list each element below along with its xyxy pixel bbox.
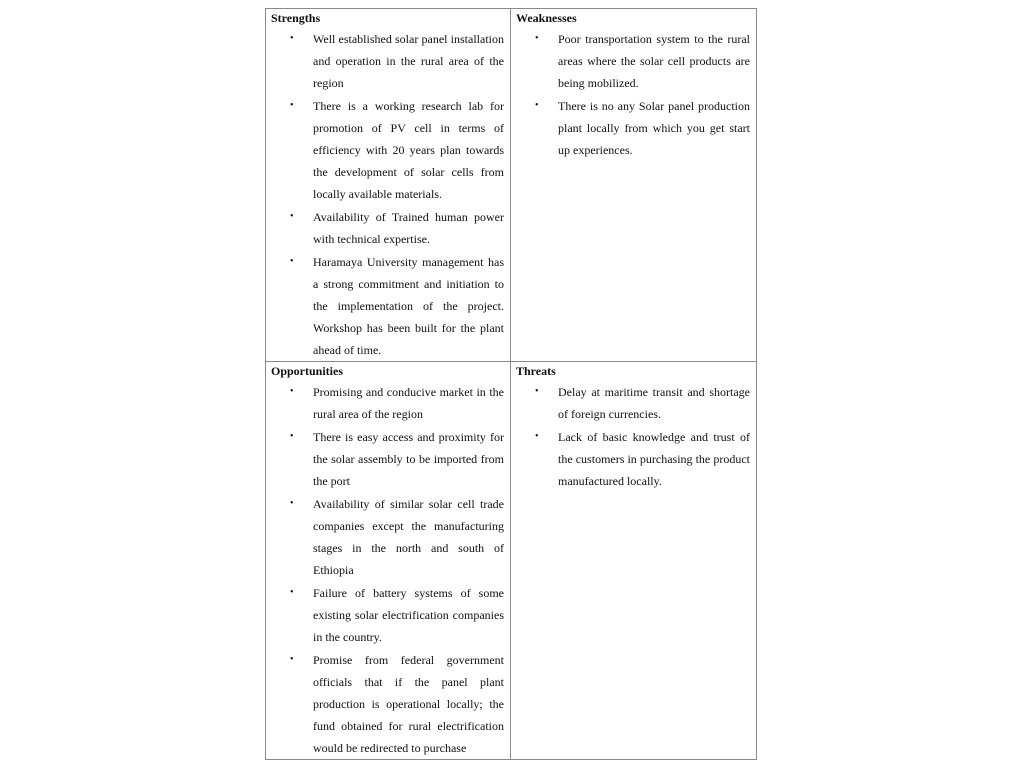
list-item: [266, 381, 510, 425]
list-item-text: Promising and conducive market in the rural area of the region: [313, 385, 504, 421]
weaknesses-cell: [511, 9, 756, 362]
list-item: [266, 649, 510, 759]
list-item: [266, 28, 510, 94]
list-item: [266, 426, 510, 492]
bullet-icon: •: [290, 256, 294, 267]
list-item-text: Well established solar panel installation and operation in the rural area of the region: [313, 32, 504, 90]
list-item: [511, 426, 756, 492]
bullet-icon: •: [535, 431, 539, 442]
bullet-icon: •: [535, 100, 539, 111]
bullet-icon: •: [535, 33, 539, 44]
weaknesses-list: [511, 28, 756, 161]
list-item: [266, 206, 510, 250]
bullet-icon: •: [290, 654, 294, 665]
list-item-text: Delay at maritime transit and shortage of foreign currencies.: [558, 385, 750, 421]
list-item-text: Poor transportation system to the rural areas where the solar cell products are being mobilized.: [558, 32, 750, 90]
bullet-icon: •: [290, 587, 294, 598]
bullet-icon: •: [290, 386, 294, 397]
list-item-text: There is a working research lab for promotion of PV cell in terms of efficiency with 20 years plan towards the development of solar cells from locally available materials.: [313, 99, 504, 201]
bullet-icon: •: [290, 100, 294, 111]
list-item: [266, 493, 510, 581]
swot-table: [265, 8, 757, 760]
list-item-text: Availability of similar solar cell trade companies except the manufacturing stages in the north and south of Ethiopia: [313, 497, 504, 577]
list-item: [266, 95, 510, 205]
strengths-title: Strengths: [271, 11, 321, 25]
threats-list: [511, 381, 756, 492]
opportunities-list: [266, 381, 510, 759]
list-item-text: Failure of battery systems of some existing solar electrification companies in the country.: [313, 586, 504, 644]
bullet-icon: •: [535, 386, 539, 397]
list-item-text: Haramaya University management has a strong commitment and initiation to the implementation of the project. Workshop has been built for the plant ahead of time.: [313, 255, 504, 357]
list-item-text: There is no any Solar panel production plant locally from which you get start up experiences.: [558, 99, 750, 157]
threats-title: Threats: [516, 364, 556, 378]
weaknesses-title: Weaknesses: [516, 11, 577, 25]
list-item: [511, 95, 756, 161]
bullet-icon: •: [290, 498, 294, 509]
list-item: [511, 28, 756, 94]
strengths-list: [266, 28, 510, 361]
bullet-icon: •: [290, 431, 294, 442]
strengths-cell: [266, 9, 511, 362]
list-item-text: There is easy access and proximity for the solar assembly to be imported from the port: [313, 430, 504, 488]
bullet-icon: •: [290, 211, 294, 222]
list-item-text: Promise from federal government officials that if the panel plant production is operational locally; the fund obtained for rural electrification would be redirected to purchase: [313, 653, 504, 755]
list-item-text: Availability of Trained human power with technical expertise.: [313, 210, 504, 246]
list-item: [266, 251, 510, 361]
list-item-text: Lack of basic knowledge and trust of the customers in purchasing the product manufactured locally.: [558, 430, 750, 488]
list-item: [266, 582, 510, 648]
list-item: [511, 381, 756, 425]
opportunities-title: Opportunities: [271, 364, 344, 378]
bullet-icon: •: [290, 33, 294, 44]
threats-cell: [511, 362, 756, 759]
opportunities-cell: [266, 362, 511, 759]
